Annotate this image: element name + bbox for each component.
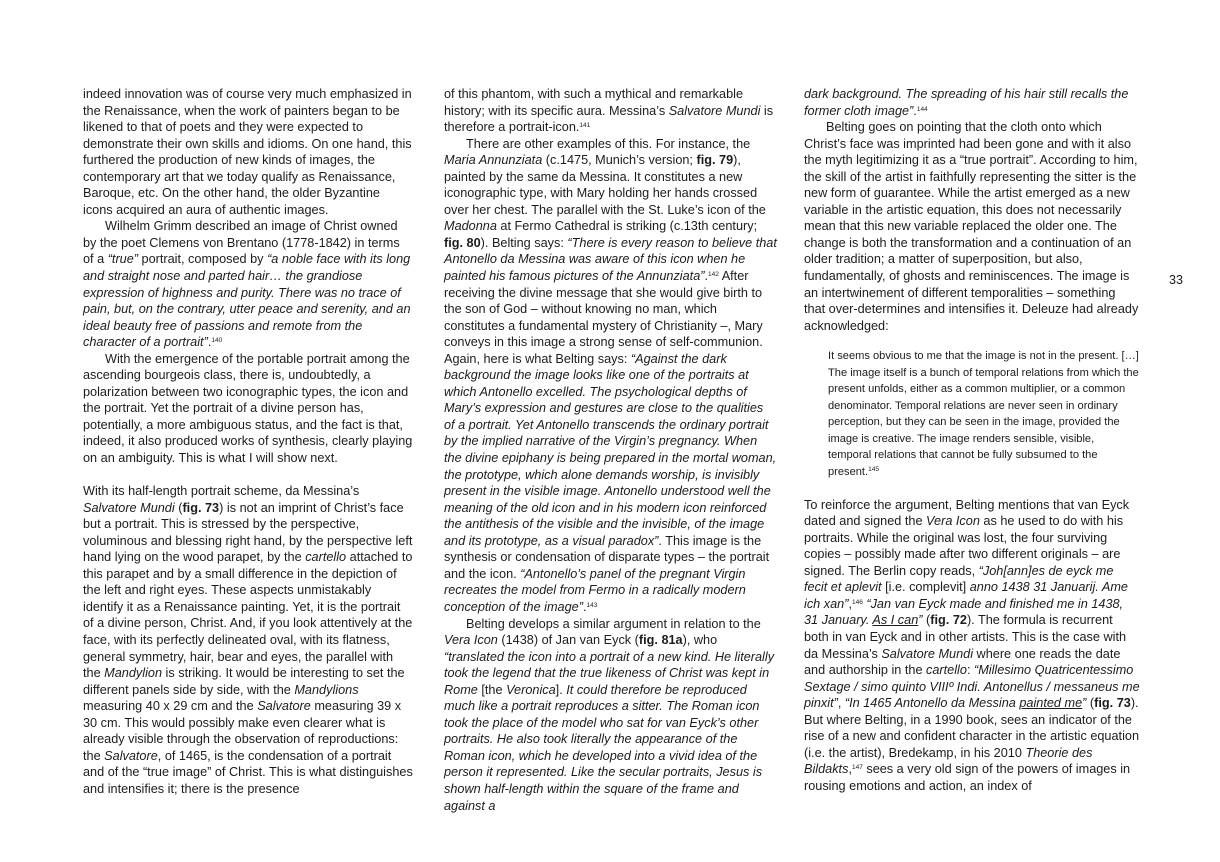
- footnote-ref: 147: [851, 764, 863, 772]
- paragraph: There are other examples of this. For instance, the Maria Annunziata (c.1475, Munich’s version; fig. 79), painted by the same da Messina. It constitutes a new iconographic type, with Mary holding her hands crossed over her chest. The parallel with the St. Luke’s icon of the Madonna at Fermo Cathedral is striking (c.13th century; fig. 80). Belting says: “There is every reason to believe that Antonello da Messina was aware of this icon when he painted his famous pictures of the Annunziata”.$^{142}$ After receiving the divine message that she would give birth to the son of God – without knowing no man, which constitutes a fundamental mystery of Christianity –, Mary conveys in this image a strong sense of self-communion. Again, here is what Belting says: “Against the dark background the image looks like one of the portraits at which Antonello excelled. The psychological depths of Mary’s expression and gestures are close to the qualities of a portrait. Yet Antonello transcends the ordinary portrait by the implied narrative of the Virgin’s pregnancy. When the divine epiphany is being prepared in the mortal woman, the prototype, which alone demands worship, is invisibly present in the visible image. Antonello understood well the meaning of the old icon and in his modern icon reinforced the antithesis of the visible and the invisible, of the image and its prototype, as a visual paradox”. This image is the synthesis or condensation of disparate types – the portrait and the icon. “Antonello’s panel of the pregnant Virgin recreates the model from Fermo in a radically modern conception of the image”.$^{143}$: [444, 136, 777, 614]
- column-3: [804, 86, 1140, 794]
- footnote-ref: 141: [579, 122, 591, 130]
- block-quote: It seems obvious to me that the image is not in the present. […] The image itself is a bunch of temporal relations from which the present unfolds, either as a common multiplier, or a common denominator. Temporal relations are never seen in ordinary perception, but they can be seen in the image, provided the image is creative. The image renders sensible, visible, temporal relations that cannot be fully subsumed to the present.$^{145}$: [828, 350, 1139, 479]
- footnote-ref: 144: [916, 105, 928, 113]
- column-2: [444, 86, 777, 814]
- paragraph: Belting goes on pointing that the cloth onto which Christ’s face was imprinted had been gone and with it also the myth legitimizing it as a “true portrait”. According to him, the skill of the artist in faithfully representing the sitter is the new form of guarantee. While the artist emerged as a new variable in the artistic equation, this does not necessarily mean that this new variable replaced the older one. The change is both the transformation and a continuation of an older tradition; a matter of superposition, but also, fundamentally, of ghosts and reminiscences. The image is an intertwinement of different temporalities – something that over-determines and intensifies it. Deleuze had already acknowledged:: [804, 120, 1139, 333]
- page-number: 33: [1169, 273, 1183, 287]
- paragraph: of this phantom, with such a mythical and remarkable history; with its specific aura. Messina’s Salvatore Mundi is therefore a portrait-icon.$^{141}$: [444, 87, 774, 135]
- paragraph: dark background. The spreading of his hair still recalls the former cloth image”.$^{144}$: [804, 87, 1129, 118]
- footnote-ref: 146: [851, 598, 863, 606]
- paragraph: Wilhelm Grimm described an image of Christ owned by the poet Clemens von Brentano (1778-1842) in terms of a “true” portrait, composed by “a noble face with its long and straight nose and parted hair… the grandiose expression of highness and purity. There was no trace of pain, but, on the contrary, utter peace and serenity, and an ideal beauty free of passions and remote from the character of a portrait”.$^{140}$: [83, 219, 411, 350]
- footnote-ref: 140: [211, 337, 223, 345]
- paragraph: With the emergence of the portable portrait among the ascending bourgeois class, there is, undoubtedly, a polarization between two iconographic types, the icon and the portrait. Yet the portrait of a divine person has, potentially, a more ambiguous status, and the fact is that, indeed, it also produced works of synthesis, clearly playing on an ambiguity. This is what I will show next.: [83, 351, 413, 466]
- footnote-ref: 145: [868, 466, 879, 474]
- column-1: [83, 86, 413, 797]
- paragraph: To reinforce the argument, Belting mentions that van Eyck dated and signed the Vera Icon as he used to do with his portraits. While the original was lost, the four surviving copies – possibly made after two different originals – are signed. The Berlin copy reads, “Joh[ann]es de eyck me fecit et aplevit [i.e. complevit] anno 1438 31 Januarij. Ame ich xan”,$^{146}$ “Jan van Eyck made and finished me in 1438, 31 January. As I can” (fig. 72). The formula is recurrent both in van Eyck and in other artists. This is the case with da Messina’s Salvatore Mundi where one reads the date and authorship in the cartello: “Millesimo Quatricentessimo Sextage / simo quinto VIIIº Indi. Antonellus / messaneus me pinxit”, “In 1465 Antonello da Messina painted me” (fig. 73). But where Belting, in a 1990 book, sees an indicator of the rise of a new and confident character in the artistic equation (i.e. the artist), Bredekamp, in his 2010 Theorie des Bildakts,$^{147}$ sees a very old sign of the powers of images in rousing emotions and action, an index of: [804, 497, 1140, 793]
- paragraph: With its half-length portrait scheme, da Messina’s Salvatore Mundi (fig. 73) is not an imprint of Christ’s face but a portrait. This is stressed by the perspective, voluminous and blessing right hand, by the perspective left hand lying on the wood parapet, by the cartello attached to this parapet and by a small difference in the depiction of the left and right eyes. These aspects unmistakably identify it as a Renaissance painting. Yet, it is the portrait of a divine person, Christ. And, if you look attentively at the face, with its perfectly delineated oval, with its flatness, general symmetry, hair, bear and eyes, the parallel with the Mandylion is striking. It would be interesting to set the different panels side by side, with the Mandylions measuring 40 x 29 cm and the Salvatore measuring 39 x 30 cm. This would possibly make even clearer what is already visible through the observation of reproductions: the Salvatore, of 1465, is the condensation of a portrait and of the “true image” of Christ. This is what distinguishes and intensifies it; there is the presence: [83, 484, 413, 796]
- paragraph: indeed innovation was of course very much emphasized in the Renaissance, when the work of painters began to be likened to that of poets and they were expected to demonstrate their own skills and idioms. On one hand, this furthered the production of new kinds of images, the contemporary art that we today qualify as Renaissance, Baroque, etc. On the other hand, the older Byzantine icons acquired an aura of authentic images.: [83, 87, 412, 217]
- footnote-ref: 143: [586, 601, 598, 609]
- footnote-ref: 142: [708, 271, 719, 279]
- paragraph: Belting develops a similar argument in relation to the Vera Icon (1438) of Jan van Eyck (fig. 81a), who “translated the icon into a portrait of a new kind. He literally took the legend that the true likeness of Christ was kept in Rome [the Veronica]. It could therefore be reproduced much like a portrait reproduces a sitter. The Roman icon took the place of the model who sat for van Eyck’s other portraits. He also took literally the appearance of the Roman icon, which he developed into a vivid idea of the person it represented. Like the secular portraits, Jesus is shown half-length within the square of the frame and against a: [444, 616, 775, 813]
